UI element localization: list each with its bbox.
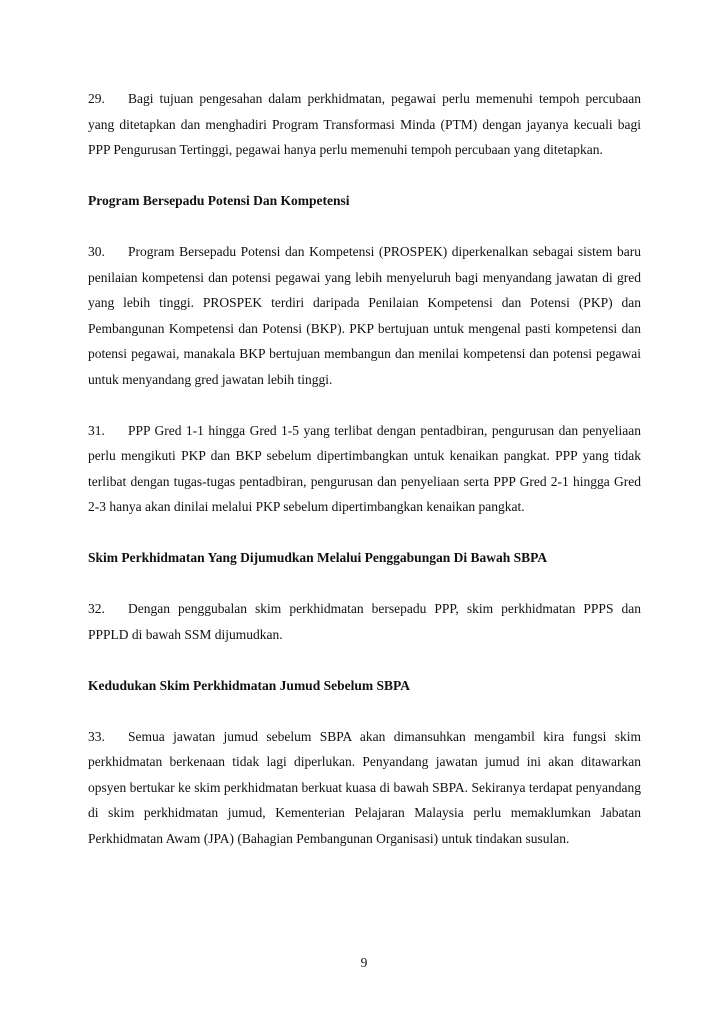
paragraph-text: Dengan penggubalan skim perkhidmatan bersepadu PPP, skim perkhidmatan PPPS dan PPPLD di bawah SSM dijumudkan.	[88, 601, 641, 642]
document-body	[88, 86, 641, 851]
paragraph-text: Semua jawatan jumud sebelum SBPA akan dimansuhkan mengambil kira fungsi skim perkhidmatan berkenaan tidak lagi diperlukan. Penyandang jawatan jumud ini akan ditawarkan opsyen bertukar ke skim perkhidmatan berkuat kuasa di bawah SBPA. Sekiranya terdapat penyandang di skim perkhidmatan jumud, Kementerian Pelajaran Malaysia perlu memaklumkan Jabatan Perkhidmatan Awam (JPA) (Bahagian Pembangunan Organisasi) untuk tindakan susulan.	[88, 728, 641, 846]
paragraph-33	[88, 724, 641, 852]
paragraph-text: Bagi tujuan pengesahan dalam perkhidmatan, pegawai perlu memenuhi tempoh percubaan yang ditetapkan dan menghadiri Program Transformasi Minda (PTM) dengan jayanya kecuali bagi PPP Pengurusan Tertinggi, pegawai hanya perlu memenuhi tempoh percubaan yang ditetapkan.	[88, 91, 641, 157]
paragraph-number: 33.	[88, 728, 105, 744]
paragraph-number: 31.	[88, 422, 105, 438]
paragraph-30	[88, 239, 641, 392]
section-heading-skim-jumud: Kedudukan Skim Perkhidmatan Jumud Sebelum SBPA	[88, 677, 410, 693]
section-heading-prospek: Program Bersepadu Potensi Dan Kompetensi	[88, 193, 350, 208]
paragraph-32	[88, 596, 641, 647]
paragraph-29	[88, 86, 641, 163]
paragraph-number: 29.	[88, 91, 105, 106]
paragraph-number: 32.	[88, 601, 105, 616]
paragraph-number: 30.	[88, 244, 105, 259]
paragraph-text: Program Bersepadu Potensi dan Kompetensi (PROSPEK) diperkenalkan sebagai sistem baru penilaian kompetensi dan potensi pegawai yang lebih menyeluruh bagi menyandang jawatan di gred yang lebih tinggi. PROSPEK terdiri daripada Penilaian Kompetensi dan Potensi (PKP) dan Pembangunan Kompetensi dan Potensi (BKP). PKP bertujuan untuk mengenal pasti kompetensi dan potensi pegawai, manakala BKP bertujuan membangun dan menilai kompetensi dan potensi pegawai untuk menyandang gred jawatan lebih tinggi.	[88, 244, 641, 387]
section-heading-skim-dijumudkan: Skim Perkhidmatan Yang Dijumudkan Melalui Penggabungan Di Bawah SBPA	[88, 550, 548, 565]
paragraph-text: PPP Gred 1-1 hingga Gred 1-5 yang terlibat dengan pentadbiran, pengurusan dan penyeliaan perlu mengikuti PKP dan BKP sebelum dipertimbangkan untuk kenaikan pangkat. PPP yang tidak terlibat dengan tugas-tugas pentadbiran, pengurusan dan penyeliaan serta PPP Gred 2-1 hingga Gred 2-3 hanya akan dinilai melalui PKP sebelum dipertimbangkan kenaikan pangkat.	[88, 422, 641, 514]
page-number: 9	[360, 955, 368, 970]
paragraph-31	[88, 418, 641, 520]
